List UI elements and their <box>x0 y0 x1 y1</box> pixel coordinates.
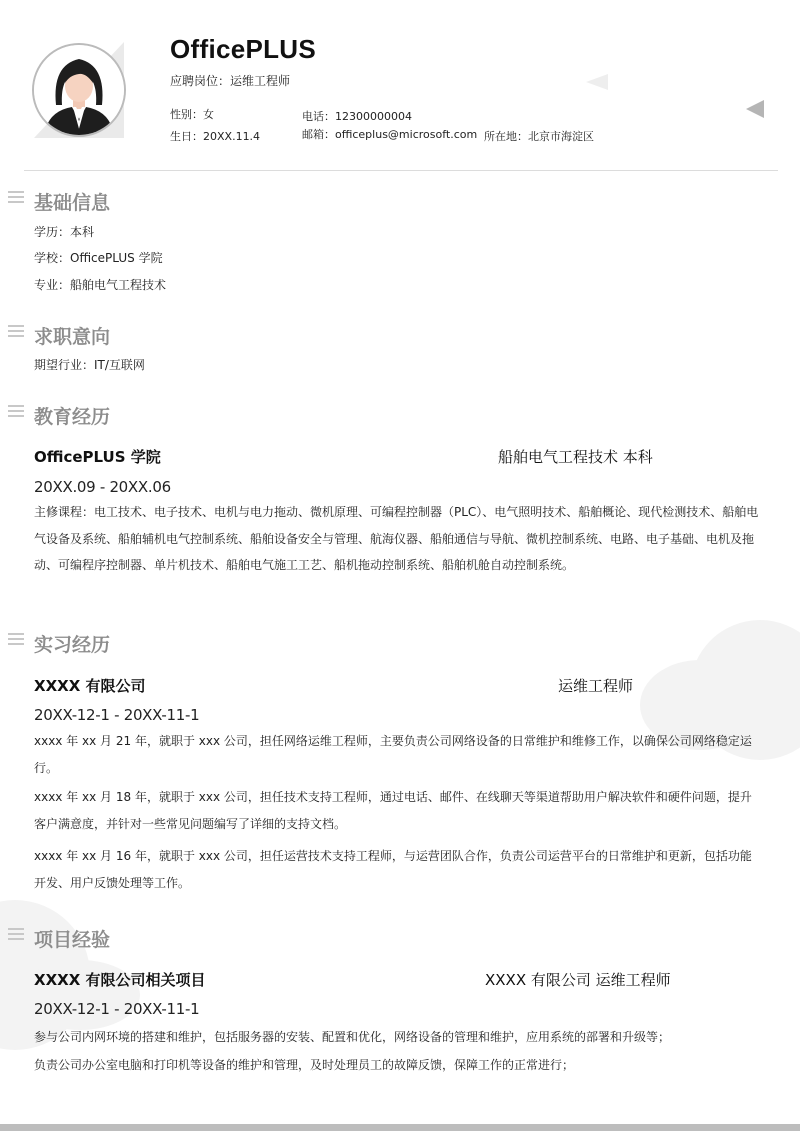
education-date: 20XX.09 - 20XX.06 <box>34 478 171 496</box>
location-value: 北京市海淀区 <box>528 130 594 143</box>
project-line-2: 负责公司办公室电脑和打印机等设备的维护和管理，及时处理员工的故障反馈，保障工作的正常进行； <box>34 1058 575 1072</box>
internship-role: 运维工程师 <box>558 677 634 695</box>
internship-paragraph-3: xxxx 年 xx 月 16 年，就职于 xxx 公司，担任运营技术支持工程师，与运营团队合作，负责公司运营平台的日常维护和更新，包括功能开发、用户反馈处理等工作。 <box>34 849 752 890</box>
avatar-portrait-icon <box>34 45 124 135</box>
avatar-frame <box>32 43 126 137</box>
intent-industry: 期望行业：IT/互联网 <box>34 358 145 372</box>
email-row <box>302 126 477 142</box>
bottom-bar <box>0 1124 800 1131</box>
menu-lines-icon <box>8 633 24 645</box>
basic-school: 学校：OfficePLUS 学院 <box>34 251 163 265</box>
internship-company: XXXX 有限公司 <box>34 677 146 695</box>
phone-row <box>302 108 412 124</box>
gender-row <box>170 106 214 122</box>
education-school: OfficePLUS 学院 <box>34 448 161 466</box>
section-title-education: 教育经历 <box>34 406 111 428</box>
avatar <box>32 43 126 137</box>
candidate-name: OfficePLUS <box>170 34 317 64</box>
birth-row <box>170 128 260 144</box>
project-date: 20XX-12-1 - 20XX-11-1 <box>34 1000 200 1018</box>
phone-value: 12300000004 <box>335 110 412 123</box>
menu-lines-icon <box>8 325 24 337</box>
section-title-intent: 求职意向 <box>34 326 111 348</box>
menu-lines-icon <box>8 191 24 203</box>
internship-paragraph-2: xxxx 年 xx 月 18 年，就职于 xxx 公司，担任技术支持工程师，通过电话、邮件、在线聊天等渠道帮助用户解决软件和硬件问题，提升客户满意度，并针对一些常见问题编写了详细的支持文档。 <box>34 790 752 831</box>
gender-label: 性别： <box>170 108 203 121</box>
project-line-1: 参与公司内网环境的搭建和维护，包括服务器的安装、配置和优化，网络设备的管理和维护，应用系统的部署和升级等； <box>34 1030 671 1044</box>
education-courses: 主修课程：电工技术、电子技术、电机与电力拖动、微机原理、可编程控制器（PLC）、电气照明技术、船舶概论、现代检测技术、船舶电气设备及系统、船舶辅机电气控制系统、船舶设备安全与管理、航海仪器、船舶通信与导航、微机控制系统、电路、电子基础、电机及拖动、可编程序控制器、单片机技术、船舶电气施工工艺、船机拖动控制系统、船舶机舱自动控制系统。 <box>34 505 759 572</box>
email-label: 邮箱： <box>302 128 335 141</box>
position-row <box>170 72 290 89</box>
basic-major: 专业：船舶电气工程技术 <box>34 278 167 292</box>
location-row <box>484 128 594 144</box>
basic-education: 学历：本科 <box>34 225 95 239</box>
project-name: XXXX 有限公司相关项目 <box>34 971 206 989</box>
internship-paragraph-1: xxxx 年 xx 月 21 年，就职于 xxx 公司，担任网络运维工程师，主要负责公司网络设备的日常维护和维修工作，以确保公司网络稳定运行。 <box>34 734 752 775</box>
header-divider <box>24 170 778 171</box>
email-value: officeplus@microsoft.com <box>335 128 478 141</box>
phone-label: 电话： <box>302 110 335 123</box>
location-label: 所在地： <box>484 130 528 143</box>
education-major: 船舶电气工程技术 本科 <box>498 448 653 466</box>
menu-lines-icon <box>8 405 24 417</box>
position-label: 应聘岗位： <box>170 74 231 88</box>
section-title-project: 项目经验 <box>34 929 111 951</box>
internship-date: 20XX-12-1 - 20XX-11-1 <box>34 706 200 724</box>
section-title-internship: 实习经历 <box>34 634 111 656</box>
section-title-basic: 基础信息 <box>34 192 111 214</box>
gender-value: 女 <box>203 108 214 121</box>
position-value: 运维工程师 <box>230 74 291 88</box>
menu-lines-icon <box>8 928 24 940</box>
birth-label: 生日： <box>170 130 203 143</box>
birth-value: 20XX.11.4 <box>203 130 261 143</box>
decor-triangle-top <box>586 74 608 90</box>
project-org-role: XXXX 有限公司 运维工程师 <box>485 971 671 989</box>
decor-triangle-right <box>746 100 764 118</box>
